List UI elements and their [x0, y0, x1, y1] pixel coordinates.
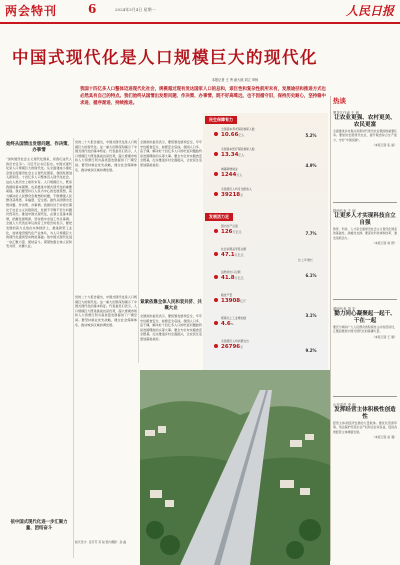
percent-value: 6.1%	[305, 273, 317, 278]
infographic-banner-2: 发展活力足	[205, 213, 233, 221]
stat-item: 全国基本医疗保险参保人数 13.34亿人	[221, 148, 291, 159]
stat-item: 规模以上工业增加值 4.6%	[221, 317, 291, 328]
sidebar-item: 陕西代表 王 丽 让更多人才实现科技自立自强 教育、科技、人才是全面建设社会主义现代化国家的基础性、战略性支撑。要深化科技体制改革，激发创新活力。 （本报记者 杨 舒）	[333, 209, 397, 245]
percent-value: 3.1%	[305, 313, 317, 318]
subhead-3: 依中国式现代化进一步汇聚力量、团结奋斗	[10, 520, 68, 531]
page-header	[0, 0, 400, 24]
body-column-2	[75, 140, 137, 290]
divider	[333, 396, 397, 397]
bullet-icon	[214, 344, 218, 348]
column-divider	[330, 96, 331, 561]
stat-item: 粮食产量 13908亿斤	[221, 294, 291, 305]
stat-item: 社会消费品零售总额 47.1万亿元	[221, 248, 291, 259]
stat-item: 全国居民人均消费支出 26796元	[221, 340, 291, 351]
percent-value: 4.9%	[305, 163, 317, 168]
body-column-2b	[75, 295, 137, 535]
body-text-2b: 党的二十大报告提出，中国式现代化是人口规模巨大的现代化。这一重大论断深刻揭示了中国式现代化的基本特征。代表委员们表示，人口规模巨大既是挑战也是优势，超大规模市场和人力资源红利为高质量发展提供了广阔空间。要坚持就业优先战略，健全社会保障体系，推动城乡区域协调发展。	[75, 295, 137, 327]
stat-item: 货物进出口总额 41.8万亿元	[221, 271, 291, 282]
lead-paragraph: 我国十四亿多人口整体迈进现代化社会，规模超过现有发达国家人口的总和，艰巨性和复杂性前所未有，发展途径和推进方式也必然具有自己的特点。我们始终从国情出发想问题、作决策、办事情，既不好高骛远，也不因循守旧，保持历史耐心，坚持稳中求进、循序渐进、持续推进。	[80, 87, 326, 106]
byline: 本报记者 王 秀 俞大琼 刘立 申杨	[211, 78, 259, 82]
divider	[333, 299, 397, 300]
bullet-icon	[214, 298, 218, 302]
stat-item: 城镇新增就业 1244万人	[221, 168, 291, 179]
bullet-icon	[214, 152, 218, 156]
section-title: 两会特刊	[5, 4, 58, 18]
body-text-3: 全国政协委员表示，要统筹发展和安全，牢牢守住粮食安全、能源安全底线。我国人口多、底子薄，解决好十四亿多人口的吃饭问题始终是治国理政的头等大事。要全方位夯实粮食安全根基，扎实推进乡村全面振兴，让农民生活更加富裕美好。	[140, 140, 202, 167]
newspaper-logo: 人民日报	[345, 4, 394, 18]
layout-credits: 版式设计：张芳芳 邓 锐 图片摄影：孙 磊	[75, 540, 127, 544]
body-text-2: 党的二十大报告提出，中国式现代化是人口规模巨大的现代化。这一重大论断深刻揭示了中国式现代化的基本特征。代表委员们表示，人口规模巨大既是挑战也是优势，超大规模市场和人力资源红利为高质量发展提供了广阔空间。要坚持就业优先战略，健全社会保障体系，推动城乡区域协调发展。	[75, 140, 137, 172]
infographic-banner-1: 民生保障有力	[205, 116, 237, 124]
stat-item: 全国居民人均可支配收入 39218元	[221, 188, 291, 199]
bullet-icon	[214, 192, 218, 196]
issue-date: 2024年3月4日 星期一	[115, 7, 156, 12]
body-column-1	[6, 140, 72, 550]
bullet-icon	[214, 229, 218, 233]
headline: 中国式现代化是人口规模巨大的现代化	[12, 48, 318, 67]
highway-photo	[140, 370, 330, 565]
percent-label: 比上年增长	[298, 258, 314, 262]
percent-value: 5.2%	[305, 133, 317, 138]
subhead-1: 始终从国情出发想问题、作决策、办事情	[6, 142, 72, 153]
sidebar-item: 山东委员 李 明 发挥经营主体积极性创造性 经营主体是经济发展的力量载体。要优化营商环境，依法保护民营企业产权和企业家权益，促进各类经营主体健康发展。 （本报记者 赵 强）	[333, 403, 397, 439]
stat-item: 国内生产总值 126万亿元	[221, 225, 291, 236]
subhead-2: 紧紧依靠全体人民和衷共济、共襄大业	[140, 300, 202, 311]
column-divider	[138, 138, 139, 363]
landscape-illustration	[140, 370, 330, 565]
stat-item: 全国基本养老保险参保人数 10.66亿人	[221, 128, 291, 139]
sidebar-tag: 热谈	[333, 97, 346, 105]
page-number: 6	[88, 2, 97, 16]
sidebar-column	[333, 96, 397, 561]
bullet-icon	[214, 321, 218, 325]
column-divider	[73, 138, 74, 558]
body-column-3b	[140, 314, 202, 368]
percent-value: 9.2%	[305, 348, 317, 353]
bullet-icon	[214, 132, 218, 136]
body-text-3b: 全国政协委员表示，要统筹发展和安全，牢牢守住粮食安全、能源安全底线。我国人口多、底子薄，解决好十四亿多人口的吃饭问题始终是治国理政的头等大事。要全方位夯实粮食安全根基，扎实推进乡村全面振兴，让农民生活更加富裕美好。	[140, 314, 202, 341]
body-column-3	[140, 140, 202, 290]
bullet-icon	[214, 172, 218, 176]
sidebar-item: 黑龙江代表 王 晨 让农业更强、农村更美、农民更富 全面推进乡村振兴是新时代建设农业强国的重要任务。要加快发展现代农业，提升粮食综合生产能力，守好“中国饭碗”。 （本报记者 张 丽）	[333, 111, 397, 147]
bullet-icon	[214, 252, 218, 256]
sidebar-item: 湖南代表 刘 宏 勠力同心凝聚起一起干、干在一起 要充分调动广大人民群众的积极性主动性创造性，汇聚起推进中国式现代化的磅礴力量。 （本报记者 王 刚）	[333, 307, 397, 339]
percent-value: 7.7%	[305, 231, 317, 236]
bullet-icon	[214, 275, 218, 279]
body-text-1: “加快建设社会主义现代化国家，是我们这代人的历史任务”。习近平总书记指出，中国式现代化是人口规模巨大的现代化。从全面建成小康社会到全面建设社会主义现代化国家，我国发展进入新阶段。十四亿多人口整体迈入现代化社会，这在人类历史上前所未有。人口规模巨大，既是我国的基本国情，也是推进中国式现代化的重要前提。我们要坚持以人民为中心的发展思想，着力解决好人民群众急难愁盼问题，不断增强人民群众获得感、幸福感、安全感。始终从国情出发想问题、作决策、办事情。我国仍处于并将长期处于社会主义初级阶段，发展不平衡不充分问题仍然突出。推进中国式现代化，必须立足基本国情，把握发展规律，坚持稳中求进工作总基调。全国人大代表在审议政府工作报告时表示，要把发展的着力点放在实体经济上，推进新型工业化，加快建设现代化产业体系，为人口规模巨大的现代化提供坚实物质基础。依中国式现代化进一步汇聚力量、团结奋斗，紧紧依靠全体人民和衷共济、共襄大业。	[6, 157, 72, 249]
divider	[333, 202, 397, 203]
